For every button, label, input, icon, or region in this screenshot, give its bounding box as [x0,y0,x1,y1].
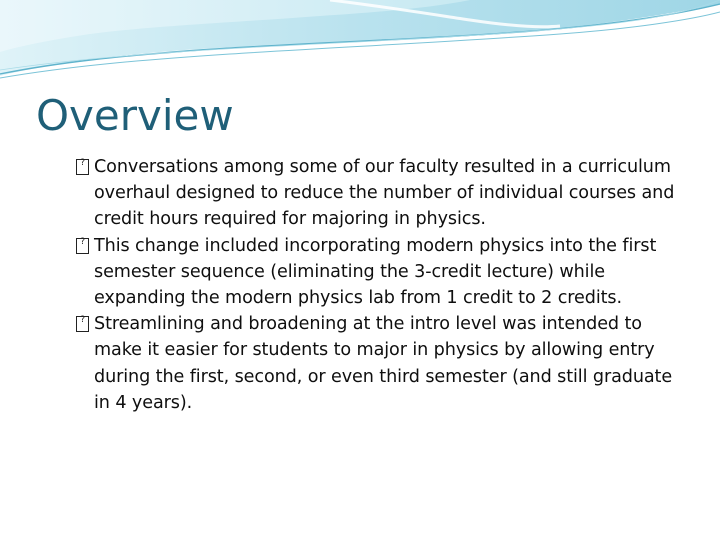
bullet-text: This change included incorporating modern physics into the first semester sequence (eliminating the 3-credit lecture) while expanding the modern physics lab from 1 credit to 2 credits. [94,235,657,309]
missing-glyph-bullet-icon: ? [76,159,89,175]
bullet-list [76,154,684,416]
bullet-item [76,233,684,312]
header-wave-decoration [0,0,720,90]
slide-title: Overview [36,91,234,140]
missing-glyph-bullet-icon: ? [76,238,89,254]
bullet-text: Conversations among some of our faculty resulted in a curriculum overhaul designed to reduce the number of individual courses and credit hours required for majoring in physics. [94,157,675,230]
missing-glyph-bullet-icon: ? [76,316,89,332]
bullet-item [76,154,684,233]
bullet-item [76,311,684,416]
bullet-text: Streamlining and broadening at the intro level was intended to make it easier for students to major in physics by allowing entry during the first, second, or even third semester (and still graduate in 4 years). [94,314,673,413]
